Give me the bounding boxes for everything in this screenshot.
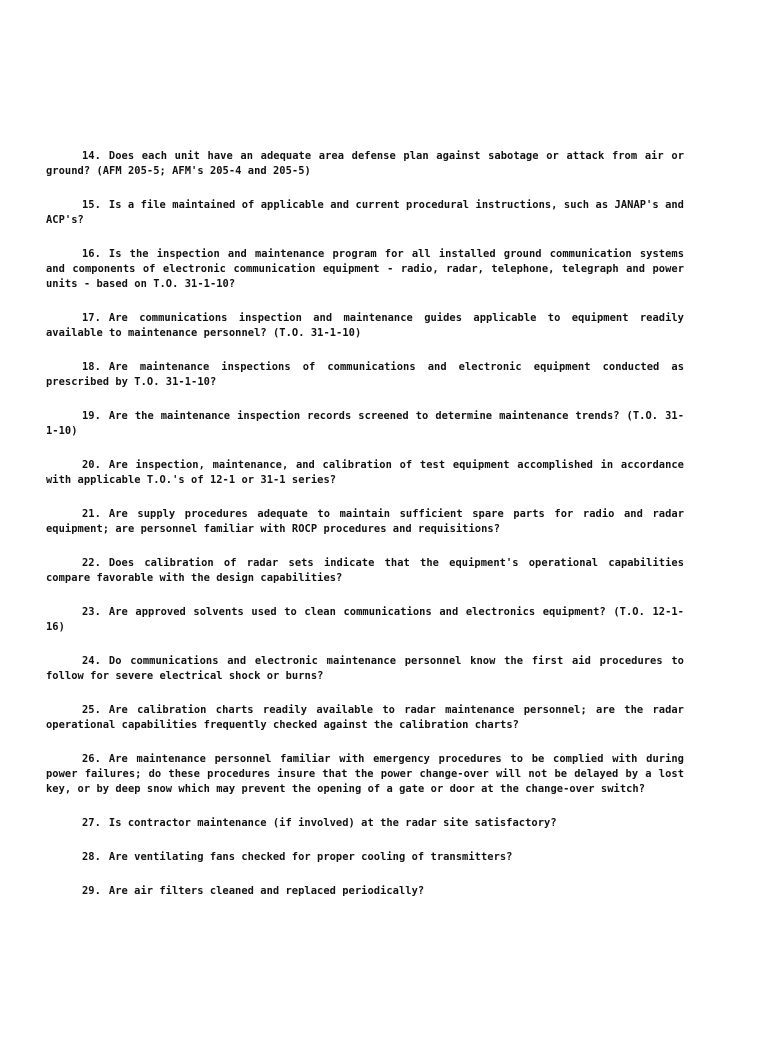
question-22 [46,556,684,586]
question-28 [46,850,684,865]
question-text: Are approved solvents used to clean communications and electronics equipment? (T.O. 12-1-16) [46,606,684,633]
question-number: 27. [82,817,101,829]
question-24 [46,654,684,684]
question-text: Are inspection, maintenance, and calibration of test equipment accomplished in accordance with applicable T.O.'s of 12-1 or 31-1 series? [46,459,684,486]
question-text: Is the inspection and maintenance program for all installed ground communication systems and components of electronic communication equipment - radio, radar, telephone, telegraph and power units - based on T.O. 31-1-10? [46,248,684,290]
question-number: 26. [82,753,101,765]
question-number: 22. [82,557,101,569]
question-15 [46,198,684,228]
question-number: 14. [82,150,101,162]
question-number: 28. [82,851,101,863]
question-number: 16. [82,248,101,260]
question-text: Does calibration of radar sets indicate that the equipment's operational capabilities compare favorable with the design capabilities? [46,557,684,584]
question-number: 18. [82,361,101,373]
question-text: Are maintenance personnel familiar with emergency procedures to be complied with during power failures; do these procedures insure that the power change-over will not be delayed by a lost key, or by deep snow which may prevent the opening of a gate or door at the change-over switch? [46,753,684,795]
document-body [46,149,684,899]
question-number: 21. [82,508,101,520]
question-number: 15. [82,199,101,211]
question-18 [46,360,684,390]
question-29 [46,884,684,899]
question-text: Are ventilating fans checked for proper cooling of transmitters? [108,851,513,863]
question-number: 23. [82,606,101,618]
question-number: 25. [82,704,101,716]
question-27 [46,816,684,831]
question-text: Is a file maintained of applicable and current procedural instructions, such as JANAP's and ACP's? [46,199,684,226]
question-19 [46,409,684,439]
question-number: 19. [82,410,101,422]
question-number: 24. [82,655,101,667]
question-14 [46,149,684,179]
question-16 [46,247,684,292]
question-number: 29. [82,885,101,897]
question-text: Are maintenance inspections of communications and electronic equipment conducted as prescribed by T.O. 31-1-10? [46,361,684,388]
question-text: Do communications and electronic maintenance personnel know the first aid procedures to follow for severe electrical shock or burns? [46,655,684,682]
question-text: Are air filters cleaned and replaced periodically? [108,885,425,897]
question-25 [46,703,684,733]
question-26 [46,752,684,797]
question-text: Are communications inspection and maintenance guides applicable to equipment readily available to maintenance personnel? (T.O. 31-1-10) [46,312,684,339]
question-text: Are supply procedures adequate to maintain sufficient spare parts for radio and radar equipment; are personnel familiar with ROCP procedures and requisitions? [46,508,684,535]
question-number: 20. [82,459,101,471]
question-text: Are calibration charts readily available to radar maintenance personnel; are the radar operational capabilities frequently checked against the calibration charts? [46,704,684,731]
question-23 [46,605,684,635]
question-20 [46,458,684,488]
question-21 [46,507,684,537]
question-text: Does each unit have an adequate area defense plan against sabotage or attack from air or ground? (AFM 205-5; AFM's 205-4 and 205-5) [46,150,684,177]
question-number: 17. [82,312,101,324]
question-text: Is contractor maintenance (if involved) at the radar site satisfactory? [108,817,557,829]
question-17 [46,311,684,341]
question-text: Are the maintenance inspection records screened to determine maintenance trends? (T.O. 31-1-10) [46,410,684,437]
